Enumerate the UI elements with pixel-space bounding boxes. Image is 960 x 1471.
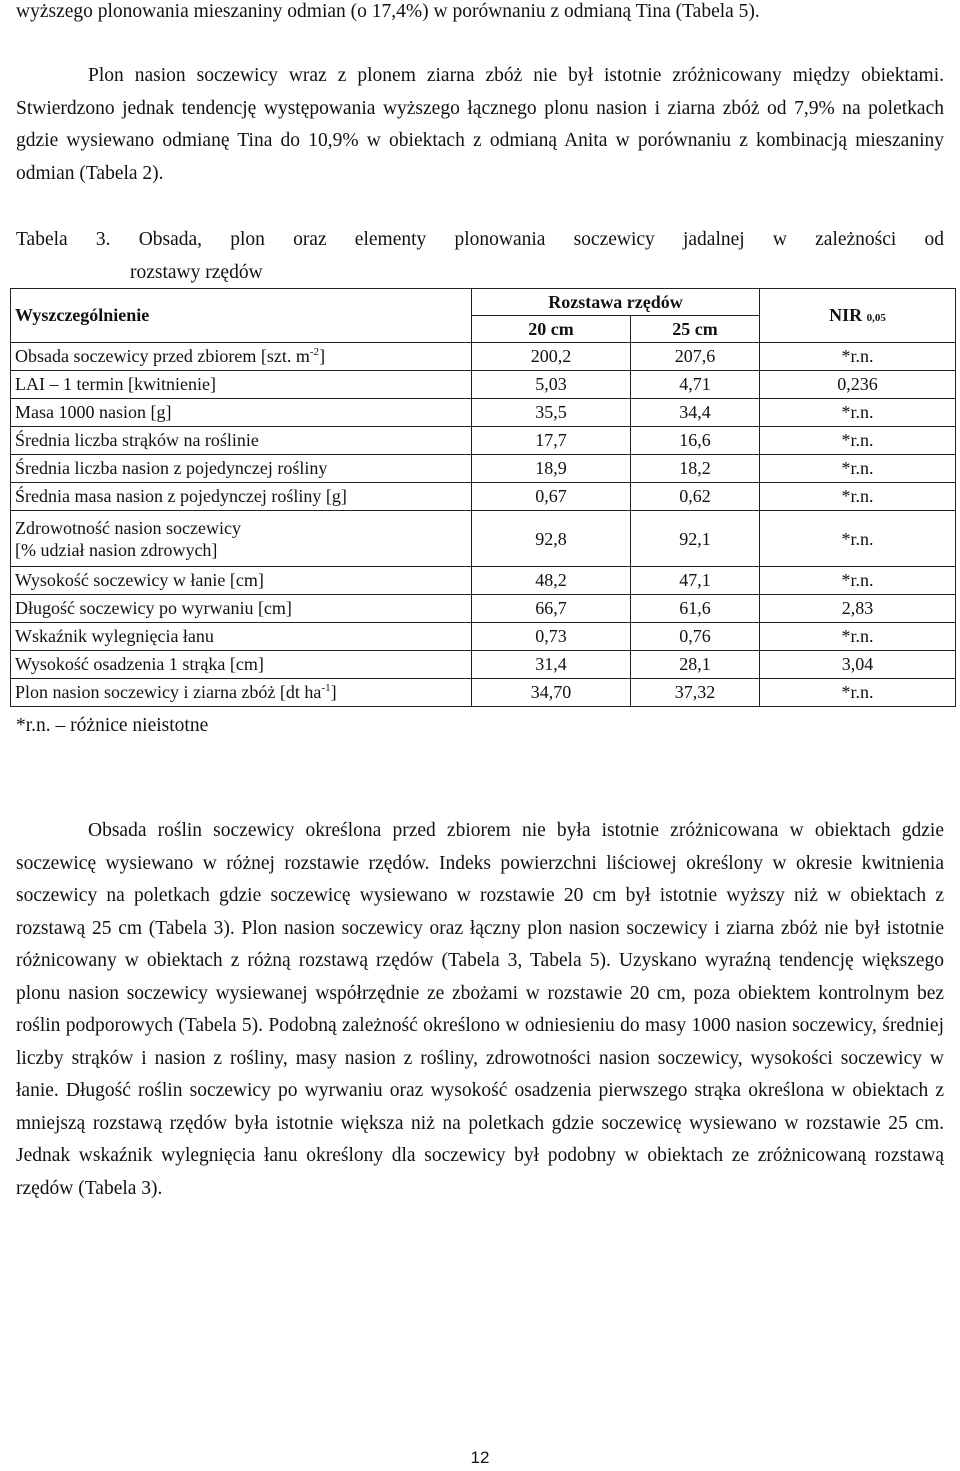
row-value-25cm: 47,1: [631, 567, 760, 595]
row-label: Wskaźnik wylegnięcia łanu: [11, 623, 472, 651]
header-nir-label: NIR: [829, 305, 863, 325]
row-label-line1: Zdrowotność nasion soczewicy: [15, 517, 241, 538]
row-label-text: Plon nasion soczewicy i ziarna zbóż [dt ha: [15, 682, 322, 702]
header-nir-sub: 0,05: [866, 312, 886, 324]
header-item: Wyszczególnienie: [11, 289, 472, 343]
row-label-end: ]: [319, 346, 326, 366]
table-row: [11, 623, 956, 651]
row-label-line2: [% udział nasion zdrowych]: [15, 539, 218, 560]
header-col1: 20 cm: [472, 316, 631, 343]
row-value-nir: *r.n.: [760, 511, 956, 567]
row-label: Wysokość osadzenia 1 strąka [cm]: [11, 651, 472, 679]
row-value-nir: *r.n.: [760, 483, 956, 511]
table-row: [11, 371, 956, 399]
row-label: Masa 1000 nasion [g]: [11, 399, 472, 427]
table-caption-line2: rozstawy rzędów: [130, 261, 263, 283]
row-value-20cm: 18,9: [472, 455, 631, 483]
table-row: [11, 483, 956, 511]
row-label-text: Obsada soczewicy przed zbiorem [szt. m: [15, 346, 310, 366]
paragraph-discussion: Obsada roślin soczewicy określona przed zbiorem nie była istotnie zróżnicowana w obiektach gdzie soczewicę wysiewano w różnej rozstawie rzędów. Indeks powierzchni liściowej określony w okresie kwitnienia soczewicy na poletkach gdzie soczewicę wysiewano w rozstawie 20 cm był istotnie wyższy niż w obiektach z rozstawą 25 cm (Tabela 3). Plon nasion soczewicy oraz łączny plon nasion soczewicy i ziarna zbóż nie był istotnie różnicowany w obiektach z różną rozstawą rzędów (Tabela 3, Tabela 5). Uzyskano wyraźną tendencję większego plonu nasion soczewicy wysiewanej współrzędnie ze zbożami w rozstawie 20 cm, poza obiektem kontrolnym bez roślin podporowych (Tabela 5). Podobną zależność określono w odniesieniu do masy 1000 nasion soczewicy, średniej liczby strąków i nasion z rośliny, masy nasion z rośliny, zdrowotności nasion soczewicy, wysokości soczewicy w łanie. Długość roślin soczewicy po wyrwaniu oraz wysokość osadzenia pierwszego strąka określona w obiektach z mniejszą rozstawą rzędów była istotnie większa niż na poletkach gdzie soczewicę wysiewano w rozstawie 25 cm. Jednak wskaźnik wylegnięcia łanu określony dla soczewicy był podobny w obiektach ze zróżnicowaną rozstawą rzędów (Tabela 3).: [16, 820, 944, 1199]
table-row: [11, 427, 956, 455]
row-value-20cm: 48,2: [472, 567, 631, 595]
table-row: [11, 679, 956, 707]
row-value-25cm: 61,6: [631, 595, 760, 623]
row-value-20cm: 17,7: [472, 427, 631, 455]
paragraph-yield: Plon nasion soczewicy wraz z plonem ziarna zbóż nie był istotnie zróżnicowany między obiektami. Stwierdzono jednak tendencję występowania wyższego łącznego plonu nasion i ziarna zbóż od 7,9% na poletkach gdzie wysiewano odmianę Tina do 10,9% w obiektach z odmianą Anita w porównaniu z kombinacją mieszaniny odmian (Tabela 2).: [16, 65, 944, 184]
header-nir: [760, 289, 956, 343]
row-value-20cm: 0,67: [472, 483, 631, 511]
row-value-20cm: 5,03: [472, 371, 631, 399]
table-footnote: *r.n. – różnice nieistotne: [16, 715, 209, 736]
row-value-nir: 0,236: [760, 371, 956, 399]
table-row: [11, 455, 956, 483]
table-row: [11, 651, 956, 679]
row-value-20cm: 92,8: [472, 511, 631, 567]
row-label: [11, 511, 472, 567]
header-col2: 25 cm: [631, 316, 760, 343]
table-row: [11, 511, 956, 567]
row-value-20cm: 34,70: [472, 679, 631, 707]
row-value-nir: *r.n.: [760, 679, 956, 707]
data-table: [10, 288, 956, 707]
row-label-sup: -1: [321, 682, 331, 694]
row-value-25cm: 28,1: [631, 651, 760, 679]
row-label-end: ]: [330, 682, 337, 702]
row-value-20cm: 0,73: [472, 623, 631, 651]
row-value-nir: *r.n.: [760, 623, 956, 651]
row-value-25cm: 37,32: [631, 679, 760, 707]
table-caption-label: Tabela 3.: [16, 229, 111, 250]
row-label: Długość soczewicy po wyrwaniu [cm]: [11, 595, 472, 623]
row-value-25cm: 92,1: [631, 511, 760, 567]
page-number: 12: [470, 1448, 490, 1467]
row-value-20cm: 200,2: [472, 343, 631, 371]
row-value-25cm: 34,4: [631, 399, 760, 427]
row-value-nir: *r.n.: [760, 455, 956, 483]
table-caption-text: Obsada, plon oraz elementy plonowania soczewicy jadalnej w zależności od: [138, 229, 945, 250]
table-row: [11, 343, 956, 371]
row-value-20cm: 31,4: [472, 651, 631, 679]
row-label: Średnia liczba nasion z pojedynczej rośliny: [11, 455, 472, 483]
table-header-row: [11, 289, 956, 316]
row-value-nir: 3,04: [760, 651, 956, 679]
paragraph-top-fragment: wyższego plonowania mieszaniny odmian (o 17,4%) w porównaniu z odmianą Tina (Tabela 5).: [16, 1, 760, 22]
row-value-25cm: 16,6: [631, 427, 760, 455]
row-value-nir: 2,83: [760, 595, 956, 623]
row-value-nir: *r.n.: [760, 567, 956, 595]
row-label: [11, 343, 472, 371]
row-value-nir: *r.n.: [760, 427, 956, 455]
header-group: Rozstawa rzędów: [472, 289, 760, 316]
table-row: [11, 567, 956, 595]
row-value-25cm: 207,6: [631, 343, 760, 371]
table-row: [11, 595, 956, 623]
row-value-20cm: 66,7: [472, 595, 631, 623]
row-value-25cm: 0,62: [631, 483, 760, 511]
row-value-25cm: 18,2: [631, 455, 760, 483]
row-label: Średnia masa nasion z pojedynczej rośliny [g]: [11, 483, 472, 511]
row-label: [11, 679, 472, 707]
table-caption-line1: [16, 224, 944, 257]
table-caption: [16, 224, 944, 289]
row-label: LAI – 1 termin [kwitnienie]: [11, 371, 472, 399]
row-label: Wysokość soczewicy w łanie [cm]: [11, 567, 472, 595]
row-value-20cm: 35,5: [472, 399, 631, 427]
row-label-sup: -2: [309, 346, 320, 358]
row-value-25cm: 0,76: [631, 623, 760, 651]
row-value-nir: *r.n.: [760, 399, 956, 427]
table-row: [11, 399, 956, 427]
row-value-25cm: 4,71: [631, 371, 760, 399]
row-label: Średnia liczba strąków na roślinie: [11, 427, 472, 455]
row-value-nir: *r.n.: [760, 343, 956, 371]
